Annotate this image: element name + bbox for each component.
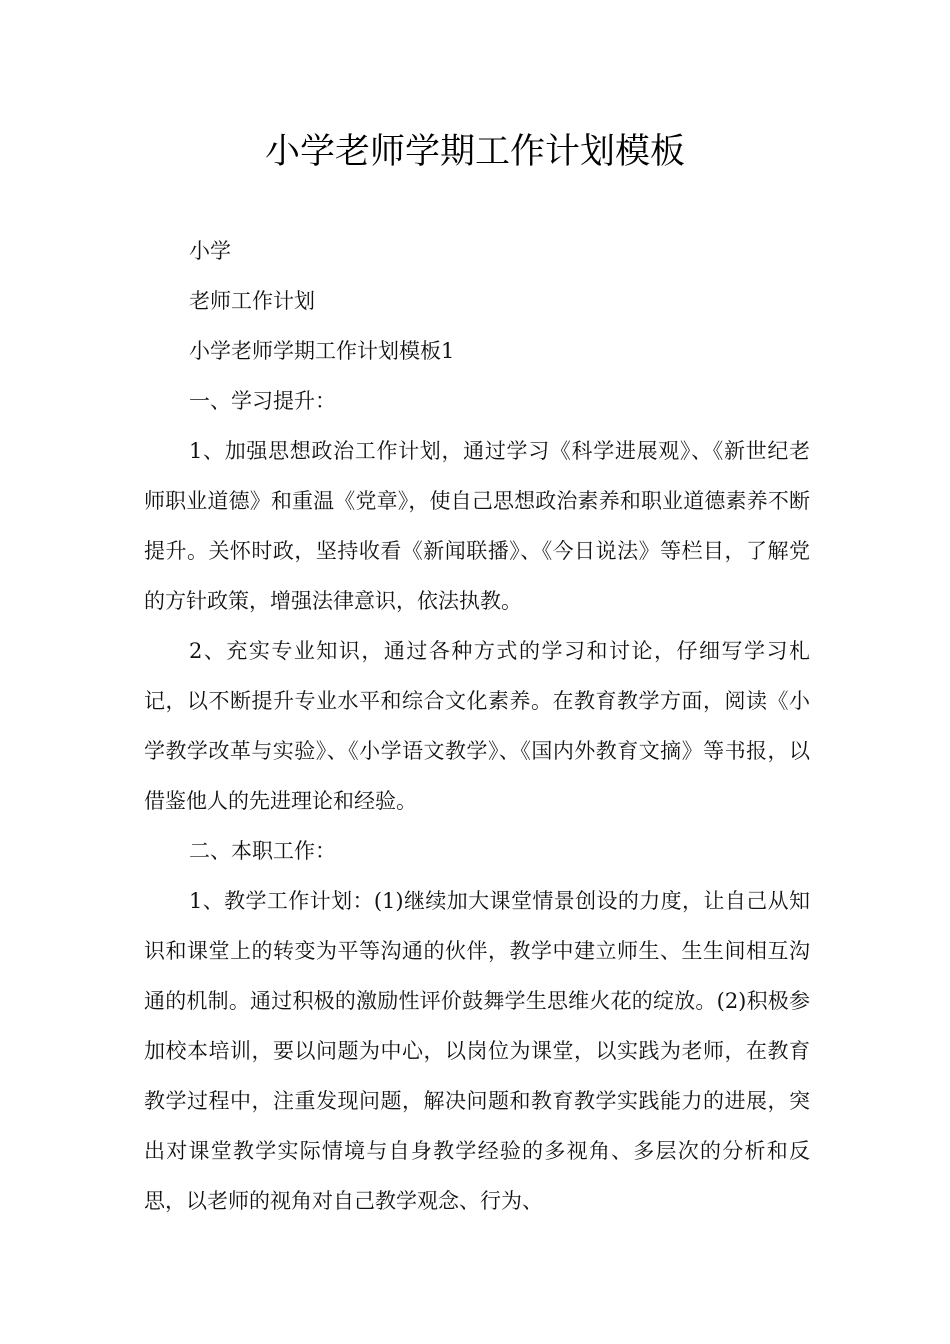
document-body <box>144 226 810 1226</box>
paragraph: 老师工作计划 <box>189 289 315 313</box>
paragraph: 1、加强思想政治工作计划，通过学习《科学进展观》、《新世纪老师职业道德》和重温《党章》，使自己思想政治素养和职业道德素养不断提升。关怀时政，坚持收看《新闻联播》、《今日说法》等栏目，了解党的方针政策，增强法律意识，依法执教。 <box>144 439 810 613</box>
section-heading: 二、本职工作： <box>189 839 336 863</box>
paragraph: 小学老师学期工作计划模板1 <box>189 339 455 363</box>
section-heading: 一、学习提升： <box>189 389 336 413</box>
paragraph: 1、教学工作计划：(1)继续加大课堂情景创设的力度，让自己从知识和课堂上的转变为平等沟通的伙伴，教学中建立师生、生生间相互沟通的机制。通过积极的激励性评价鼓舞学生思维火花的绽放。(2)积极参加校本培训，要以问题为中心，以岗位为课堂，以实践为老师，在教育教学过程中，注重发现问题，解决问题和教育教学实践能力的进展，突出对课堂教学实际情境与自身教学经验的多视角、多层次的分析和反思，以老师的视角对自己教学观念、行为、 <box>144 889 810 1213</box>
paragraph: 2、充实专业知识，通过各种方式的学习和讨论，仔细写学习札记，以不断提升专业水平和综合文化素养。在教育教学方面，阅读《小学教学改革与实验》、《小学语文教学》、《国内外教育文摘》等书报，以借鉴他人的先进理论和经验。 <box>144 639 810 813</box>
document-title: 小学老师学期工作计划模板 <box>264 132 685 172</box>
paragraph: 小学 <box>189 239 231 263</box>
